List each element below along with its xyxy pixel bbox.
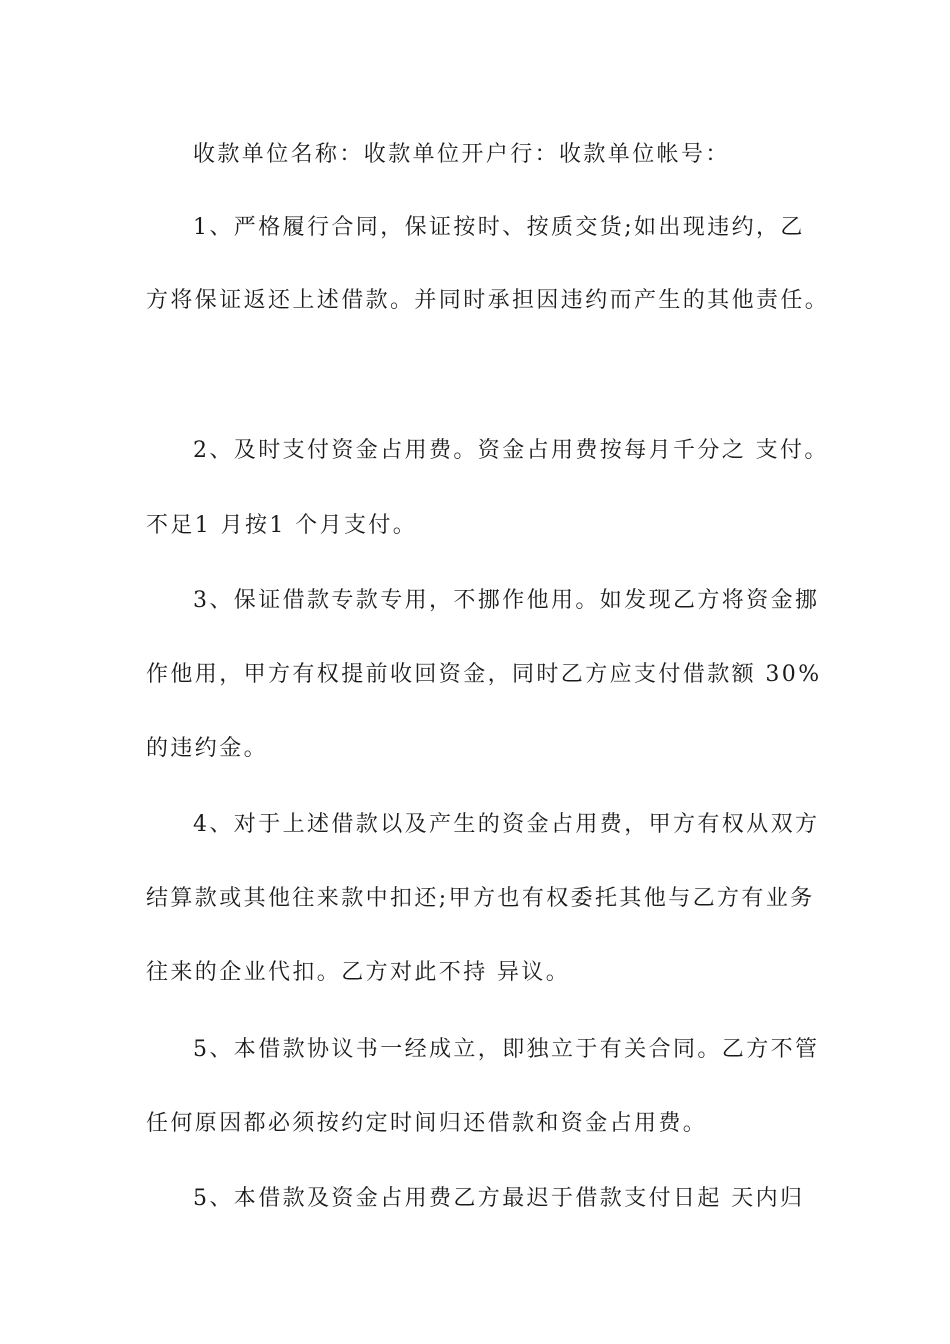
clause-2-line-2: 不足1 月按1 个月支付。 <box>146 513 418 538</box>
clause-5-line-2: 任何原因都必须按约定时间归还借款和资金占用费。 <box>146 1111 708 1136</box>
clause-4-line-3: 往来的企业代扣。乙方对此不持 异议。 <box>146 960 571 985</box>
clause-3-line-1: 3、保证借款专款专用，不挪作他用。如发现乙方将资金挪 <box>193 588 820 613</box>
clause-3-line-3: 的违约金。 <box>146 736 269 761</box>
clause-1-line-1: 1、严格履行合同，保证按时、按质交货;如出现违约，乙 <box>193 215 805 240</box>
payee-info-line: 收款单位名称：收款单位开户行：收款单位帐号： <box>193 142 730 167</box>
clause-6-line-1: 5、本借款及资金占用费乙方最迟于借款支付日起 天内归 <box>193 1186 805 1211</box>
clause-4-line-2: 结算款或其他往来款中扣还;甲方也有权委托其他与乙方有业务 <box>146 886 815 911</box>
clause-1-line-2: 方将保证返还上述借款。并同时承担因违约而产生的其他责任。 <box>146 288 830 313</box>
clause-5-line-1: 5、本借款协议书一经成立，即独立于有关合同。乙方不管 <box>193 1037 820 1062</box>
clause-2-line-1: 2、及时支付资金占用费。资金占用费按每月千分之 支付。 <box>193 438 829 463</box>
clause-4-line-1: 4、对于上述借款以及产生的资金占用费，甲方有权从双方 <box>193 812 820 837</box>
clause-3-line-2: 作他用，甲方有权提前收回资金，同时乙方应支付借款额 30% <box>146 662 822 687</box>
